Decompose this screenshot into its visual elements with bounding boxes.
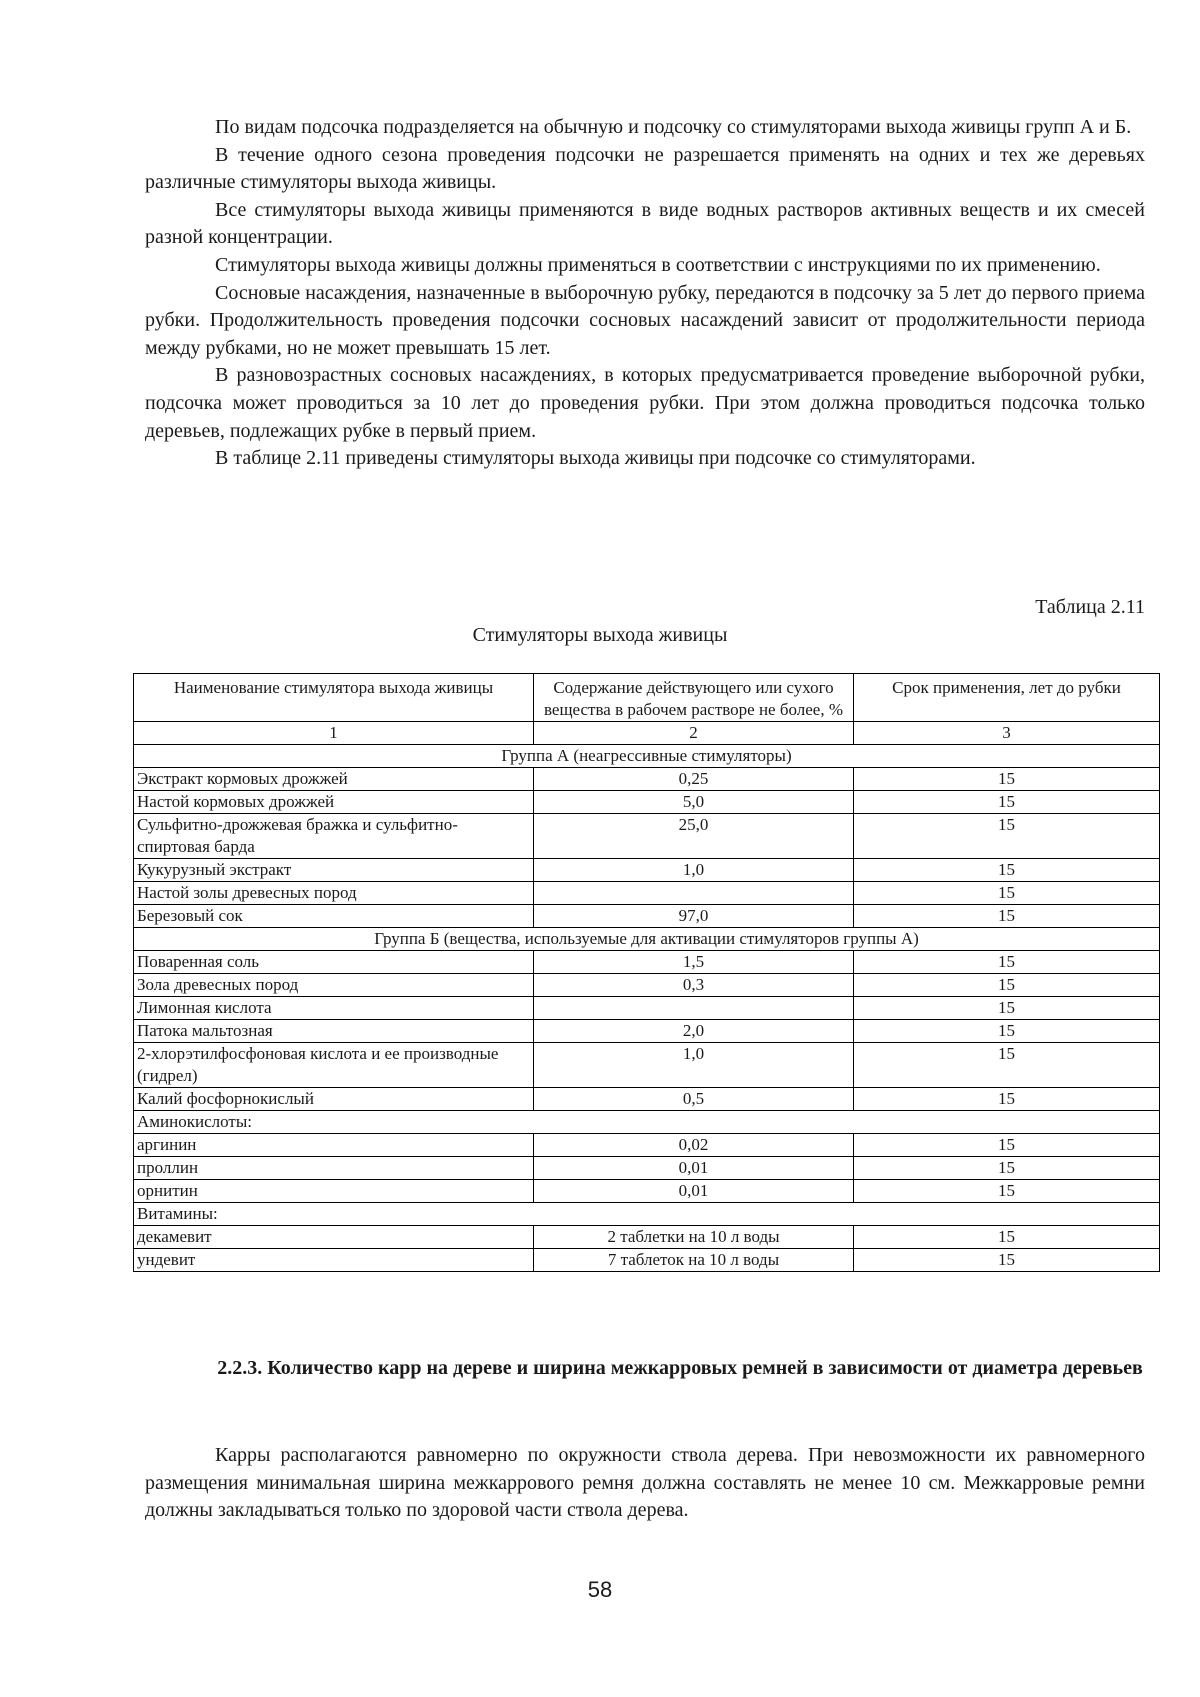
header-cell: Наименование стимулятора выхода живицы bbox=[134, 674, 534, 722]
content-cell: 2,0 bbox=[534, 1020, 854, 1043]
term-cell: 15 bbox=[854, 1134, 1160, 1157]
stimulator-name-cell: проллин bbox=[134, 1157, 534, 1180]
table-header-row bbox=[134, 674, 1160, 722]
stimulator-name-cell: Зола древесных пород bbox=[134, 974, 534, 997]
table-row bbox=[134, 951, 1160, 974]
stimulator-name-cell: Сульфитно-дрожжевая бражка и сульфитно-спиртовая барда bbox=[134, 814, 534, 859]
table-row bbox=[134, 974, 1160, 997]
group-title: Группа А (неагрессивные стимуляторы) bbox=[134, 745, 1160, 768]
table-row bbox=[134, 768, 1160, 791]
term-cell: 15 bbox=[854, 905, 1160, 928]
table-row bbox=[134, 1134, 1160, 1157]
stimulator-name-cell: ундевит bbox=[134, 1249, 534, 1272]
subgroup-title: Аминокислоты: bbox=[134, 1111, 1160, 1134]
header-cell: Срок применения, лет до рубки bbox=[854, 674, 1160, 722]
term-cell: 15 bbox=[854, 1226, 1160, 1249]
table-title: Стимуляторы выхода живицы bbox=[472, 624, 728, 646]
paragraph: По видам подсочка подразделяется на обычную и подсочку со стимуляторами выхода живицы групп А и Б. bbox=[215, 116, 1132, 138]
table-row bbox=[134, 791, 1160, 814]
subgroup-title: Витамины: bbox=[134, 1203, 1160, 1226]
term-cell: 15 bbox=[854, 882, 1160, 905]
header-cell: Содержание действующего или сухого вещества в рабочем растворе не более, % bbox=[534, 674, 854, 722]
table-number: Таблица 2.11 bbox=[1035, 596, 1145, 618]
stimulator-name-cell: аргинин bbox=[134, 1134, 534, 1157]
term-cell: 15 bbox=[854, 997, 1160, 1020]
content-cell: 0,25 bbox=[534, 768, 854, 791]
term-cell: 15 bbox=[854, 1157, 1160, 1180]
paragraph: В таблице 2.11 приведены стимуляторы выхода живицы при подсочке со стимуляторами. bbox=[215, 447, 976, 470]
content-cell: 1,5 bbox=[534, 951, 854, 974]
content-cell: 25,0 bbox=[534, 814, 854, 859]
content-cell: 0,02 bbox=[534, 1134, 854, 1157]
intro-text bbox=[145, 114, 1145, 473]
column-number-row bbox=[134, 722, 1160, 745]
section-text bbox=[145, 1442, 1145, 1525]
stimulator-name-cell: 2-хлорэтилфосфоновая кислота и ее производные (гидрел) bbox=[134, 1043, 534, 1088]
paragraph: В разновозрастных сосновых насаждениях, в которых предусматривается проведение выборочной рубки, подсочка может проводиться за 10 лет до проведения рубки. При этом должна проводиться подсочка только деревьев, подлежащих рубке в первый прием. bbox=[145, 364, 1145, 442]
table-row bbox=[134, 1020, 1160, 1043]
column-number: 1 bbox=[134, 722, 534, 745]
content-cell: 7 таблеток на 10 л воды bbox=[534, 1249, 854, 1272]
group-row bbox=[134, 928, 1160, 951]
term-cell: 15 bbox=[854, 768, 1160, 791]
content-cell bbox=[534, 882, 854, 905]
table-row bbox=[134, 859, 1160, 882]
content-cell: 1,0 bbox=[534, 859, 854, 882]
table-row bbox=[134, 882, 1160, 905]
content-cell: 0,5 bbox=[534, 1088, 854, 1111]
term-cell: 15 bbox=[854, 1088, 1160, 1111]
stimulator-name-cell: орнитин bbox=[134, 1180, 534, 1203]
stimulator-name-cell: Поваренная соль bbox=[134, 951, 534, 974]
stimulator-name-cell: Настой золы древесных пород bbox=[134, 882, 534, 905]
table-row bbox=[134, 1157, 1160, 1180]
content-cell: 0,01 bbox=[534, 1157, 854, 1180]
stimulators-table bbox=[133, 673, 1160, 1272]
paragraph: Сосновые насаждения, назначенные в выборочную рубку, передаются в подсочку за 5 лет до первого приема рубки. Продолжительность проведения подсочки сосновых насаждений зависит от продолжительности периода между рубками, но не может превышать 15 лет. bbox=[145, 281, 1145, 359]
term-cell: 15 bbox=[854, 1249, 1160, 1272]
group-row bbox=[134, 745, 1160, 768]
table-row bbox=[134, 1180, 1160, 1203]
content-cell: 1,0 bbox=[534, 1043, 854, 1088]
term-cell: 15 bbox=[854, 974, 1160, 997]
table-row bbox=[134, 1043, 1160, 1088]
subgroup-row bbox=[134, 1203, 1160, 1226]
column-number: 3 bbox=[854, 722, 1160, 745]
content-cell: 0,01 bbox=[534, 1180, 854, 1203]
table-body bbox=[134, 745, 1160, 1272]
table-row bbox=[134, 1226, 1160, 1249]
term-cell: 15 bbox=[854, 859, 1160, 882]
paragraph: Стимуляторы выхода живицы должны применяться в соответствии с инструкциями по их применению. bbox=[215, 253, 1101, 276]
stimulator-name-cell: Настой кормовых дрожжей bbox=[134, 791, 534, 814]
table-row bbox=[134, 1249, 1160, 1272]
table-row bbox=[134, 1088, 1160, 1111]
content-cell: 0,3 bbox=[534, 974, 854, 997]
term-cell: 15 bbox=[854, 1020, 1160, 1043]
table-row bbox=[134, 814, 1160, 859]
term-cell: 15 bbox=[854, 1180, 1160, 1203]
table-row bbox=[134, 997, 1160, 1020]
term-cell: 15 bbox=[854, 791, 1160, 814]
group-title: Группа Б (вещества, используемые для активации стимуляторов группы А) bbox=[134, 928, 1160, 951]
term-cell: 15 bbox=[854, 1043, 1160, 1088]
stimulator-name-cell: Патока мальтозная bbox=[134, 1020, 534, 1043]
stimulator-name-cell: Экстракт кормовых дрожжей bbox=[134, 768, 534, 791]
stimulator-name-cell: Кукурузный экстракт bbox=[134, 859, 534, 882]
content-cell: 2 таблетки на 10 л воды bbox=[534, 1226, 854, 1249]
column-number: 2 bbox=[534, 722, 854, 745]
page-number: 58 bbox=[587, 1577, 613, 1602]
paragraph: Карры располагаются равномерно по окружности ствола дерева. При невозможности их равномерного размещения минимальная ширина межкаррового ремня должна составлять не менее 10 см. Межкарровые ремни должны закладываться только по здоровой части ствола дерева. bbox=[145, 1444, 1145, 1522]
stimulator-name-cell: Лимонная кислота bbox=[134, 997, 534, 1020]
stimulator-name-cell: декамевит bbox=[134, 1226, 534, 1249]
stimulator-name-cell: Калий фосфорнокислый bbox=[134, 1088, 534, 1111]
content-cell: 97,0 bbox=[534, 905, 854, 928]
table-row bbox=[134, 905, 1160, 928]
section-heading: 2.2.3. Количество карр на дереве и ширина межкарровых ремней в зависимости от диаметра деревьев bbox=[217, 1357, 1143, 1379]
paragraph: Все стимуляторы выхода живицы применяются в виде водных растворов активных веществ и их смесей разной концентрации. bbox=[145, 198, 1145, 249]
paragraph: В течение одного сезона проведения подсочки не разрешается применять на одних и тех же деревьях различные стимуляторы выхода живицы. bbox=[145, 143, 1145, 194]
term-cell: 15 bbox=[854, 951, 1160, 974]
content-cell bbox=[534, 997, 854, 1020]
stimulator-name-cell: Березовый сок bbox=[134, 905, 534, 928]
subgroup-row bbox=[134, 1111, 1160, 1134]
content-cell: 5,0 bbox=[534, 791, 854, 814]
term-cell: 15 bbox=[854, 814, 1160, 859]
